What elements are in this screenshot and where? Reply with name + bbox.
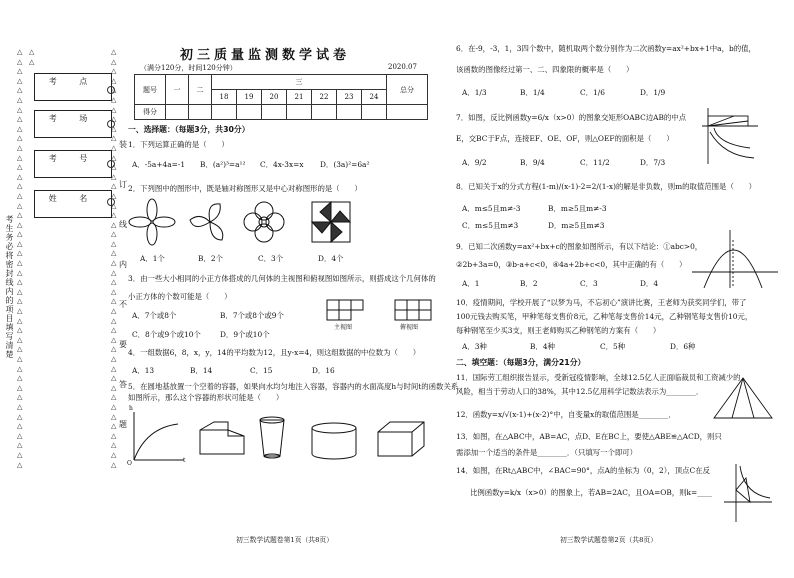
- score-col: 19: [237, 90, 262, 105]
- option: A．1: [462, 279, 480, 288]
- seal-char: 答: [119, 380, 127, 389]
- question-13: 13．如图，在△ABC中，AB=AC，点D、E在BC上，要使△ABE≌△ACD，则只: [456, 432, 722, 441]
- binding-hole: [107, 120, 115, 128]
- option: B．7个或8个或9个: [220, 311, 284, 320]
- question-10: 10．疫情期间，学校开展了“以梦为马，不忘初心”演讲比赛，王老师为获奖同学们，带了: [456, 298, 747, 307]
- exam-number-box[interactable]: [34, 150, 112, 178]
- question-5: 5．在圆地基放置一个空着的容器，如果向水均匀地注入容器，容器内的水面高度h与时间t的函数关系: [128, 382, 459, 391]
- option: C．5种: [600, 342, 626, 351]
- axis-origin-label: O: [127, 460, 132, 467]
- axis-t-label: t: [183, 457, 186, 464]
- score-col: 18: [212, 90, 237, 105]
- option: C．11/2: [580, 158, 610, 167]
- option: A．13: [132, 366, 155, 375]
- option: D．16: [312, 366, 335, 375]
- question-11: 11．国际劳工组织报告显示，受新冠疫情影响，全球12.5亿人正面临裁员和工资减少的: [456, 373, 741, 382]
- question-9: 9．已知二次函数y=ax²+bx+c的图象如图所示，有以下结论：①abc>0，: [456, 242, 703, 251]
- seal-char: 线: [119, 220, 127, 229]
- score-col: 23: [337, 90, 362, 105]
- page-title: 初三质量监测数学试卷: [180, 48, 351, 63]
- question-14-cont: 比例函数y=k/x（x>0）的图象上，若AB=2AC，且OA=OB，则k=____: [470, 488, 713, 497]
- score-col: 20: [262, 90, 287, 105]
- info-label: 姓 名: [48, 194, 98, 203]
- option: C．m≤5且m≠3: [462, 221, 519, 230]
- seal-char: 装: [119, 140, 127, 149]
- score-col: 21: [287, 90, 312, 105]
- score-cell[interactable]: [312, 105, 337, 120]
- q2-figures: [130, 198, 350, 248]
- option: C．3个: [258, 254, 284, 263]
- question-10-cont: 100元钱去购买笔，甲种笔每支售价8元，乙种笔每支售价14元，乙种钢笔每支售价10元，: [456, 312, 753, 321]
- question-10-cont: 每种钢笔至少买3支，则王老师购买乙种钢笔的方案有（ ）: [456, 326, 661, 335]
- seal-char: 订: [119, 180, 127, 189]
- info-label: 考 号: [48, 154, 98, 163]
- option: D．7/3: [640, 158, 666, 167]
- score-cell[interactable]: [237, 105, 262, 120]
- question-1: 1．下列运算正确的是（ ）: [128, 140, 229, 149]
- option: A．9/2: [462, 158, 487, 167]
- score-cell[interactable]: [212, 105, 237, 120]
- option: A．1/3: [462, 88, 487, 97]
- question-14: 14．如图，在Rt△ABC中，∠BAC=90°，点A的坐标为（0，2），顶点C在反: [456, 466, 710, 475]
- option: A．3种: [462, 342, 487, 351]
- left-note: 考生务必将密封线内的项目填写清楚: [5, 215, 14, 359]
- question-5-cont: 如图所示，那么这个容器的形状可能是（ ）: [128, 393, 284, 402]
- score-cell[interactable]: [362, 105, 387, 120]
- score-col: 24: [362, 90, 387, 105]
- option: D．9个或10个: [220, 330, 270, 339]
- page-footer-left: 初三数学试题卷第1页（共8页）: [236, 536, 334, 544]
- exam-room-box[interactable]: [34, 110, 112, 138]
- question-4: 4．一组数据6，8，x，y，14的平均数为12，且y-x=4，则这组数据的中位数为（ ）: [128, 348, 421, 357]
- axis-h-label: h: [129, 405, 133, 412]
- score-row-label: 得分: [135, 105, 166, 120]
- section-title: 一、选择题：（每题3分，共30分）: [128, 125, 250, 134]
- option: B．2个: [198, 254, 223, 263]
- score-cell[interactable]: [166, 105, 189, 120]
- name-box[interactable]: [34, 190, 112, 218]
- option: C．15: [250, 366, 273, 375]
- seal-char: 要: [119, 340, 127, 349]
- seal-char: 内: [119, 260, 127, 269]
- score-col: 22: [312, 90, 337, 105]
- question-7-cont: E，交BC于F点，连接EF、OE、OF，则△OEF的面积是（ ）: [456, 134, 674, 143]
- q13-triangle: [712, 376, 774, 422]
- binding-hole: [107, 198, 115, 206]
- score-header: 二: [189, 75, 212, 105]
- question-7: 7．如图，反比例函数y=6/x（x>0）的图象交矩形OABC边AB的中点: [456, 113, 687, 122]
- option: C．1/6: [580, 88, 605, 97]
- option: D．(3a)²=6a²: [320, 160, 370, 169]
- page-footer-right: 初三数学试题卷第2页（共8页）: [560, 536, 658, 544]
- triangle-column-mid: △ △: [29, 48, 35, 66]
- info-label: 考 场: [48, 114, 98, 123]
- option: A．7个或8个: [132, 311, 177, 320]
- section-title: 二、填空题：（每题3分，满分21分）: [456, 358, 586, 367]
- option: D．4: [640, 279, 659, 288]
- question-12: 12．函数y=x/√(x-1)+(x-2)°中，自变量x的取值范围是________．: [456, 410, 676, 419]
- triangle-column-left: △ △ △ △ △ △ △ △ △ △ △ △ △ △ △ △ △ △ △ △ △ △ △ △ △ △ △ △ △ △ △ △ △ △ △ △ △ △ △ △ △ △ △ △: [17, 48, 23, 469]
- q9-parabola: [690, 228, 780, 290]
- option: C．4x-3x=x: [260, 160, 304, 169]
- option: B．4种: [530, 342, 555, 351]
- option: D．m≥5且m≠3: [548, 221, 605, 230]
- exam-site-box[interactable]: [34, 73, 112, 101]
- score-header: 总分: [387, 75, 428, 105]
- option: B．14: [190, 366, 213, 375]
- q7-figure: [700, 104, 760, 168]
- option: A．m≤5且m≠-3: [462, 204, 521, 213]
- score-cell[interactable]: [287, 105, 312, 120]
- option: A．1个: [140, 254, 165, 263]
- score-header: 三: [212, 75, 387, 90]
- binding-hole: [107, 160, 115, 168]
- score-cell[interactable]: [189, 105, 212, 120]
- option: D．1/9: [640, 88, 666, 97]
- score-cell[interactable]: [337, 105, 362, 120]
- question-9-cont: ②2b+3a=0，③b-a+c<0，④4a+2b+c<0，其中正确的有（ ）: [456, 260, 687, 269]
- q5-figures: [128, 408, 428, 468]
- top-view-label: 俯视图: [400, 324, 419, 331]
- score-table: [134, 74, 428, 120]
- question-11-cont: 风险，相当于劳动人口的38%，其中12.5亿用科学记数法表示为________．: [456, 387, 704, 396]
- option: D．6种: [670, 342, 696, 351]
- question-13-cont: 需添加一个适当的条件是________．（只填写一个即可）: [456, 448, 638, 457]
- question-6-cont: 该函数的图像经过第一、二、四象限的概率是（ ）: [456, 65, 634, 74]
- option: C．8个或9个或10个: [132, 330, 201, 339]
- q14-figure: [722, 462, 774, 524]
- option: B．9/4: [520, 158, 545, 167]
- exam-date: 2020.07: [388, 63, 417, 71]
- seal-char: 不: [119, 300, 127, 309]
- score-header: 题号: [135, 75, 166, 105]
- score-header: 一: [166, 75, 189, 105]
- option: D．4个: [318, 254, 344, 263]
- binding-hole: [107, 86, 115, 94]
- exam-subtitle: （满分120分，时间120分钟）: [140, 64, 237, 72]
- info-label: 考 点: [48, 77, 98, 86]
- question-2: 2．下列图中的图形中，既是轴对称图形又是中心对称图形的是（ ）: [128, 184, 362, 193]
- option: B．(a²)³=a¹²: [200, 160, 246, 169]
- option: C．3: [580, 279, 598, 288]
- question-3: 3．由一些大小相同的小正方体搭成的几何体的主视图和俯视图如图所示，则搭成这个几何体的: [128, 274, 436, 283]
- option: B．m≥5且m≠-3: [548, 204, 607, 213]
- question-8: 8．已知关于x的分式方程(1-m)/(x-1)-2=2/(1-x)的解是非负数，则m的取值范围是（ ）: [456, 182, 757, 191]
- triangle-column-right: △ △ △ △ △ △ △ △ △ △ △ △ △ △ △ △ △ △ △ △ △ △ △ △ △ △ △ △ △ △ △ △ △ △ △ △ △ △ △ △ △ △ △ △: [111, 48, 117, 469]
- score-cell[interactable]: [262, 105, 287, 120]
- seal-char: 题: [119, 420, 127, 429]
- option: B．1/4: [520, 88, 545, 97]
- question-6: 6．在-9，-3，1，3四个数中，随机取两个数分别作为二次函数y=ax²+bx+1中a，b的值，: [456, 44, 756, 53]
- front-view-label: 主视图: [334, 324, 353, 331]
- option: B．2: [520, 279, 538, 288]
- question-3-cont: 小正方体的个数可能是（ ）: [128, 292, 232, 301]
- score-cell[interactable]: [387, 105, 428, 120]
- option: A．-5a+4a=-1: [132, 160, 186, 169]
